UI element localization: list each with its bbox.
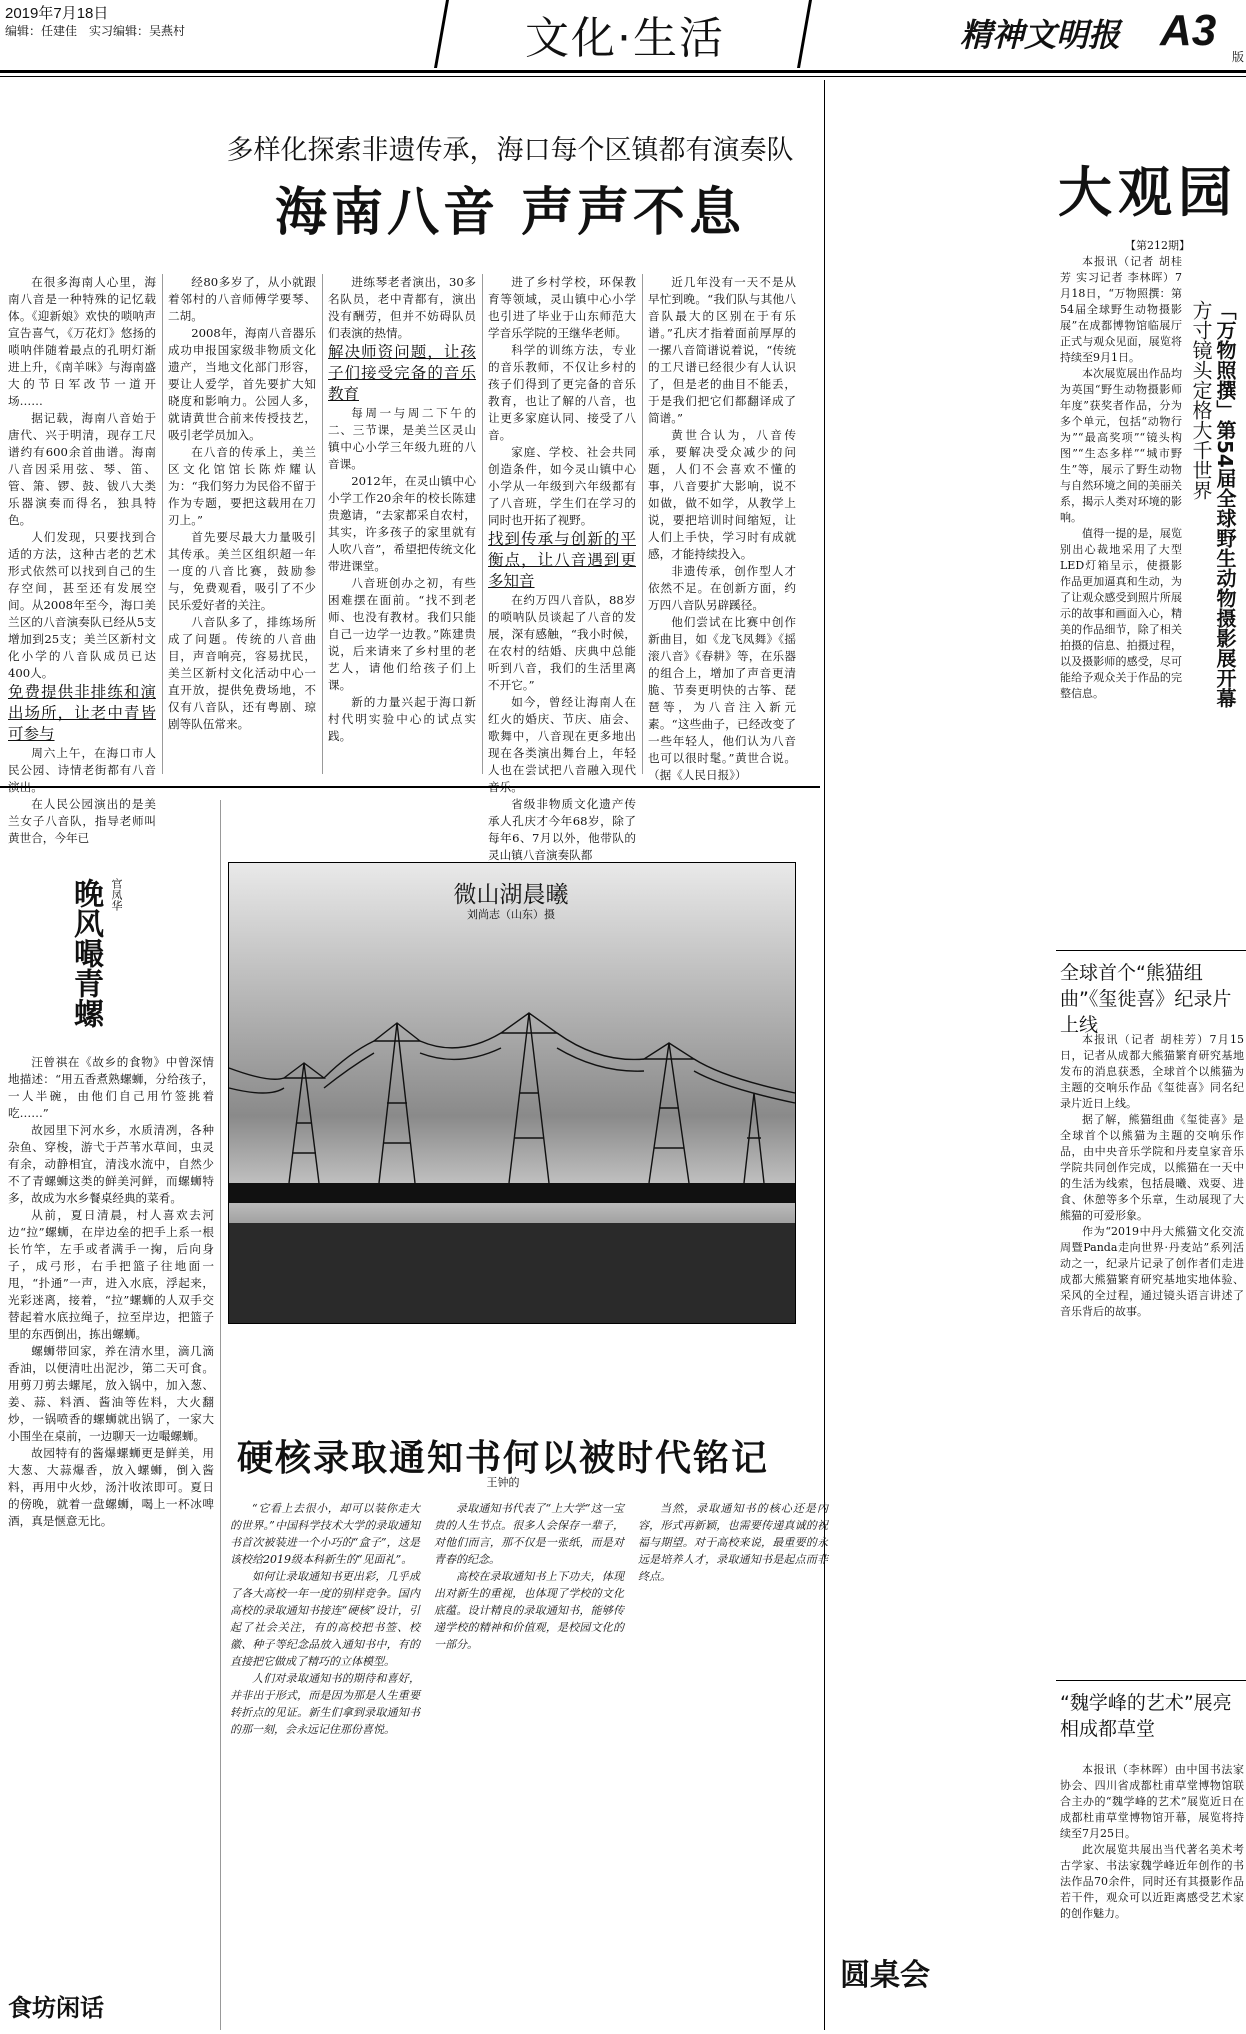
paragraph: 黄世合认为，八音传承，要解决受众减少的问题，人们不会喜欢不懂的事，八音要扩大影响，说不如做，做不如学，从教学上说，要把培训时间缩短，让人们上手快，学习时有成就感，才能持续投入。 [648,428,796,561]
sidebar-article-title: 全球首个“熊猫组曲”《玺徙喜》纪录片上线 [1060,962,1232,1036]
paragraph: 据记载，海南八音始于唐代、兴于明清，现存工尺谱约有600余首曲谱。海南八音因采用弦、琴、笛、管、箫、锣、鼓、钹八大类乐器演奏而得名，独具特色。 [8,411,156,527]
article-column-3 [328,274,476,772]
paragraph: 值得一提的是，展览别出心裁地采用了大型LED灯箱呈示，使摄影作品更加逼真和生动，为了让观众感受到照片所展示的故事和画面入心，精美的作品细节，除了相关拍摄的信息、拍摄过程，以及摄影师的感受，尽可能给予观众关于作品的完整信息。 [1060,527,1182,700]
paragraph: 从前，夏日清晨，村人喜欢去河边“拉”螺蛳，在岸边垒的把手上系一根长竹竿，左手或者满手一掬，后向身子，成弓形，右手把篮子往地面一甩，“扑通”一声，进入水底，浮起来，光彩迷离，接着，“拉”螺蛳的人双手交替起着水底拉绳子，拉至岸边，把篮子里的东西倒出，拣出螺蛳。 [8,1208,214,1341]
column-divider [642,274,643,774]
article-column-2 [168,274,316,772]
sidebar-article-body [1060,254,1182,774]
essay-title: 硬核录取通知书何以被时代铭记 [236,1437,769,1479]
article-title: 海南八音 声声不息 [274,183,746,243]
photo-credit: 刘尚志（山东）摄 [467,908,555,921]
paragraph: 进了乡村学校，环保教育等领域，灵山镇中心小学也引进了毕业于山东师范大学音乐学院的王继华老师。 [488,275,636,340]
article-bottom-rule [0,786,820,788]
column-divider [482,274,483,774]
paragraph: 故园特有的酱爆螺蛳更是鲜美，用大葱、大蒜爆香，放入螺蛳，倒入酱料，再用中火炒，汤汁收浓即可。夏日的傍晚，就着一盘螺蛳，喝上一杯冰啤酒，真是惬意无比。 [8,1446,214,1528]
photo-caption: 微山湖晨曦 [453,882,569,908]
paragraph: 本报讯（记者 胡桂芳 实习记者 李林晖）7月18日，“万物照撰：第54届全球野生动物摄影展”在成都博物馆临展厅正式与观众见面，展览将持续至9月1日。 [1060,255,1182,364]
paragraph: 经80多岁了，从小就跟着邻村的八音师傅学要琴、二胡。 [168,275,316,323]
paragraph: 录取通知书代表了“上大学”这一宝贵的人生节点。很多人会保存一辈子，对他们而言，那不仅是一张纸，而是对青春的纪念。 [434,1502,624,1566]
article-column-1 [8,274,156,845]
editor-credits: 编辑：任建佳 实习编辑：吴燕村 [5,24,186,38]
paragraph: 家庭、学校、社会共同创造条件，如今灵山镇中心小学从一年级到六年级都有了八音班，学生们在学习的同时也开拓了视野。 [488,445,636,527]
essay-column-1 [230,1500,420,2020]
paragraph: 首先要尽最大力量吸引其传承。美兰区组织超一年一度的八音比赛，鼓励参与，免费观看，吸引了不少民乐爱好者的关注。 [168,530,316,612]
paragraph: 此次展览共展出当代著名美术考古学家、书法家魏学峰近年创作的书法作品70余件，同时还有其摄影作品若干件，观众可以近距离感受艺术家的创作魅力。 [1060,1843,1244,1920]
sidebar-article-body [1060,1032,1244,1662]
essay-title-wanfeng: 晚风嘬青螺 [68,878,103,1028]
paragraph: 本报讯（记者 胡桂芳）7月15日，记者从成都大熊猫繁育研究基地发布的消息获悉，全球首个以熊猫为主题的交响乐作品《玺徙喜》同名纪录片近日上线。 [1060,1033,1244,1110]
paragraph: 人们发现，只要找到合适的方法，这种古老的艺术形式依然可以找到自己的生存空间，甚至还有发展空间。从2008年至今，海口美兰区的八音演奏队已经从5支增加到25支；美兰区新村文化小学的八音队成员已达400人。 [8,530,156,680]
paragraph: 在八音的传承上，美兰区文化馆馆长陈炸耀认为：“我们努力为民俗不留于作为专题，要把这载用在刀刃上。” [168,445,316,527]
paragraph: 如今，曾经让海南人在红火的婚庆、节庆、庙会、歌舞中，八音现在更多地出现在各类演出舞台上，年轻人也在尝试把八音融入现代 [488,695,636,777]
paragraph: 本报讯（李林晖）由中国书法家协会、四川省成都杜甫草堂博物馆联合主办的“魏学峰的艺术”展览近日在成都杜甫草堂博物馆开幕，展览将持续至7月25日。 [1060,1763,1244,1840]
paragraph: 在人民公园演出的是美兰女子八音队，指导老师叫黄世合，今年已 [8,797,156,845]
sidebar-rule [1056,950,1246,951]
sidebar-rule [1056,1680,1246,1681]
essay-author: 王钟的 [486,1476,520,1489]
sidebar-article-title: “魏学峰的艺术”展亮相成都草堂 [1060,1692,1232,1740]
paragraph: 八音队多了，排练场所成了问题。传统的八音曲目，声音响亮，容易扰民，美兰区新村文化活动中心一直开放，提供免费场地，不仅有八音队，还有粤剧、琼剧等队伍常来。 [168,615,316,731]
wanfeng-body [8,1054,214,1974]
essay-column-3 [638,1500,828,1920]
newspaper-name: 精神文明报 [960,16,1121,54]
section-subheading: 解决师资问题，让孩子们接受完备的音乐教育 [328,343,476,403]
paragraph: 八音班创办之初，有些困难摆在面前。“找不到老师、也没有教材。我们只能自己一边学一边教。”陈建贵说，后来请来了乡村里的老艺人，请他们给孩子们上课。 [328,576,476,692]
paragraph: 省级非物质文化遗产传承人孔庆才今年68岁，除了每年6、7月以外，他带队的灵山镇八音演奏队都 [488,797,636,862]
photo-image [229,863,795,1323]
column-label-shifang: 食坊闲话 [8,1994,104,2022]
paragraph: 他们尝试在比赛中创作新曲目，如《龙飞凤舞》《摇滚八音》《春耕》等，在乐器的组合上，增加了声音更清脆、节奏更明快的古筝、琵琶等，为八音注入新元素。“这些曲子，已经改变了一些年轻人，他们认为八音也可以很时髦。”黄世合说。（据《人民日报》） [648,615,796,782]
sidebar-article-body [1060,1762,1244,2022]
sidebar-kicker: 方寸镜头定格大千世界 [1189,300,1213,500]
paragraph: 高校在录取通知书上下功夫，体现出对新生的重视，也体现了学校的文化底蕴。设计精良的录取通知书，能够传递学校的精神和价值观，是校园文化的一部分。 [434,1570,624,1651]
paragraph: 2012年，在灵山镇中心小学工作20余年的校长陈建贵邀请，“去家都采自农村，其实，许多孩子的家里就有人吹八音”，希望把传统文化带进课堂。 [328,474,476,573]
column-label-yuanzhuohui: 圆桌会 [840,1958,930,1993]
column-issue-number: 【第212期】 [1125,239,1190,252]
page-edition: 版 [1232,50,1245,64]
paragraph: 非遗传承，创作型人才依然不足。在创新方面，约万四八音队另辟蹊径。 [648,564,796,612]
paragraph: 故园里下河水乡，水质清冽，各种杂鱼、穿梭，游弋于芦苇水草间，虫灵有余，动静相宜，清浅水流中，自然少不了青螺蛳这类的鲜美河鲜，而螺蛳特多，故成为水乡餐桌经典的菜肴。 [8,1123,214,1205]
column-divider [162,274,163,774]
photo-weishan-lake [228,862,796,1324]
issue-date: 2019年7月18日 [5,5,109,22]
paragraph: 每周一与周二下午的二、三节课，是美兰区灵山镇中心小学三年级九班的八音课。 [328,406,476,471]
paragraph: 科学的训练方法，专业的音乐教师，不仅让乡村的孩子们得到了更完备的音乐教育，也让了解的八音，也让更多家庭认同、接受了八音。 [488,343,636,442]
paragraph: 在很多海南人心里，海南八音是一种特殊的记忆载体。《迎新娘》欢快的唢呐声宣告喜气，《万花灯》悠扬的唢呐伴随着最点的孔明灯渐进上升，《南羊咪》与海南盛大的节日军改节一道开场…… [8,275,156,408]
article-column-5 [648,274,796,782]
paragraph: 螺蛳带回家，养在清水里，滴几滴香油，以便清吐出泥沙，第二天可食。用剪刀剪去螺尾，放入锅中，加入葱、姜、蒜、料酒、酱油等佐料，大火翻炒，一锅喷香的螺蛳就出锅了，一家大小围坐在桌前，一边聊天一边嘬螺蛳。 [8,1344,214,1443]
column-logo-daguanyuan: 大观园 [1058,160,1238,224]
essay-author: 官凤华 [110,878,123,911]
page-number: A3 [1160,6,1217,55]
header-rule-thin [0,76,1246,77]
paragraph: 本次展览展出作品均为英国“野生动物摄影师年度”获奖者作品，分为多个单元，包括“动物行为”“最高奖项”“镜头构图”“生态多样”“城市野生”等，展示了野生动物与自然环境之间的美丽关系，揭示人类对环境的影响。 [1060,367,1182,524]
paragraph: 进练琴老者演出，30多名队员，老中青都有，演出没有酬劳，但并不妨碍队员们表演的热情。 [328,275,476,340]
paragraph: 汪曾祺在《故乡的食物》中曾深情地描述：“用五香煮熟螺蛳，分给孩子，一人半碗，由他们自己用竹签挑着吃……” [8,1055,214,1120]
section-title: 文化·生活 [525,13,725,64]
header-rule [0,70,1246,73]
paragraph: 新的力量兴起于海口新村代明实验中心的试点实践。 [328,695,476,743]
column-divider [220,800,221,2030]
article-subtitle: 多样化探索非遗传承，海口每个区镇都有演奏队 [226,135,794,166]
section-subheading: 找到传承与创新的平衡点，让八音遇到更多知音 [488,530,636,590]
essay-column-2 [434,1500,624,2020]
article-column-4 [488,274,636,862]
paragraph: 作为“2019中丹大熊猫文化交流周暨Panda走向世界·丹麦站”系列活动之一，纪录片记录了创作者们走进成都大熊猫繁育研究基地实地体验、采风的全过程，通过镜头语言讲述了音乐背后的故事。 [1060,1225,1244,1318]
section-subheading: 免费提供非排练和演出场所，让老中青皆可参与 [8,683,156,743]
paragraph: 2008年，海南八音器乐成功申报国家级非物质文化遗产，当地文化部门形容，要让人爱学，首先要扩大知晓度和影响力。公园人多，就请黄世合前来传授技艺，吸引老学员加入。 [168,326,316,442]
paragraph: 据了解，熊猫组曲《玺徙喜》是全球首个以熊猫为主题的交响乐作品，由中央音乐学院和丹麦皇家音乐学院共同创作完成，以熊猫在一天中的生活为线索，包括晨曦、戏耍、进食、休憩等多个乐章，生动展现了大熊猫的可爱形象。 [1060,1113,1244,1222]
sidebar-article-title: 「万物照撰」第54届全球野生动物摄影展开幕 [1213,300,1237,708]
paragraph: 近几年没有一天不是从早忙到晚。“我们队与其他八音队最大的区别在于有乐谱。”孔庆才指着面前厚厚的一摞八音简谱说着说，“传统的工尺谱已经很少有人认识了，但是老的曲目不能丢，于是我们把它们都翻译成了简谱。” [648,275,796,425]
paragraph: 人们对录取通知书的期待和喜好，并非出于形式，而是因为那是人生重要转折点的见证。新生们拿到录取通知书的那一刻，会永远记住那份喜悦。 [230,1672,420,1736]
paragraph: 在约万四八音队，88岁的唢呐队员谈起了八音的发展，深有感触，“我小时候，在农村的结婚、庆典中总能听到八音，我们的生活里离不开它。” [488,593,636,692]
paragraph: “它看上去很小，却可以装你走大的世界。”中国科学技术大学的录取通知书首次被装进一个小巧的“盒子”，这是该校给2019级本科新生的“见面礼”。 [230,1502,420,1566]
column-divider [322,274,323,774]
paragraph: 当然，录取通知书的核心还是内容，形式再新颖，也需要传递真诚的祝福与期望。对于高校来说，最重要的永远是培养人才，录取通知书是起点而非终点。 [638,1502,828,1583]
paragraph: 如何让录取通知书更出彩，几乎成了各大高校一年一度的别样竞争。国内高校的录取通知书接连“硬核”设计，引起了社会关注，有的高校把书签、校徽、种子等纪念品放入通知书中，有的直接把它做成了精巧的立体模型。 [230,1570,420,1668]
paragraph: 周六上午，在海口市人民公园、诗情老街都有八音 [8,746,156,777]
